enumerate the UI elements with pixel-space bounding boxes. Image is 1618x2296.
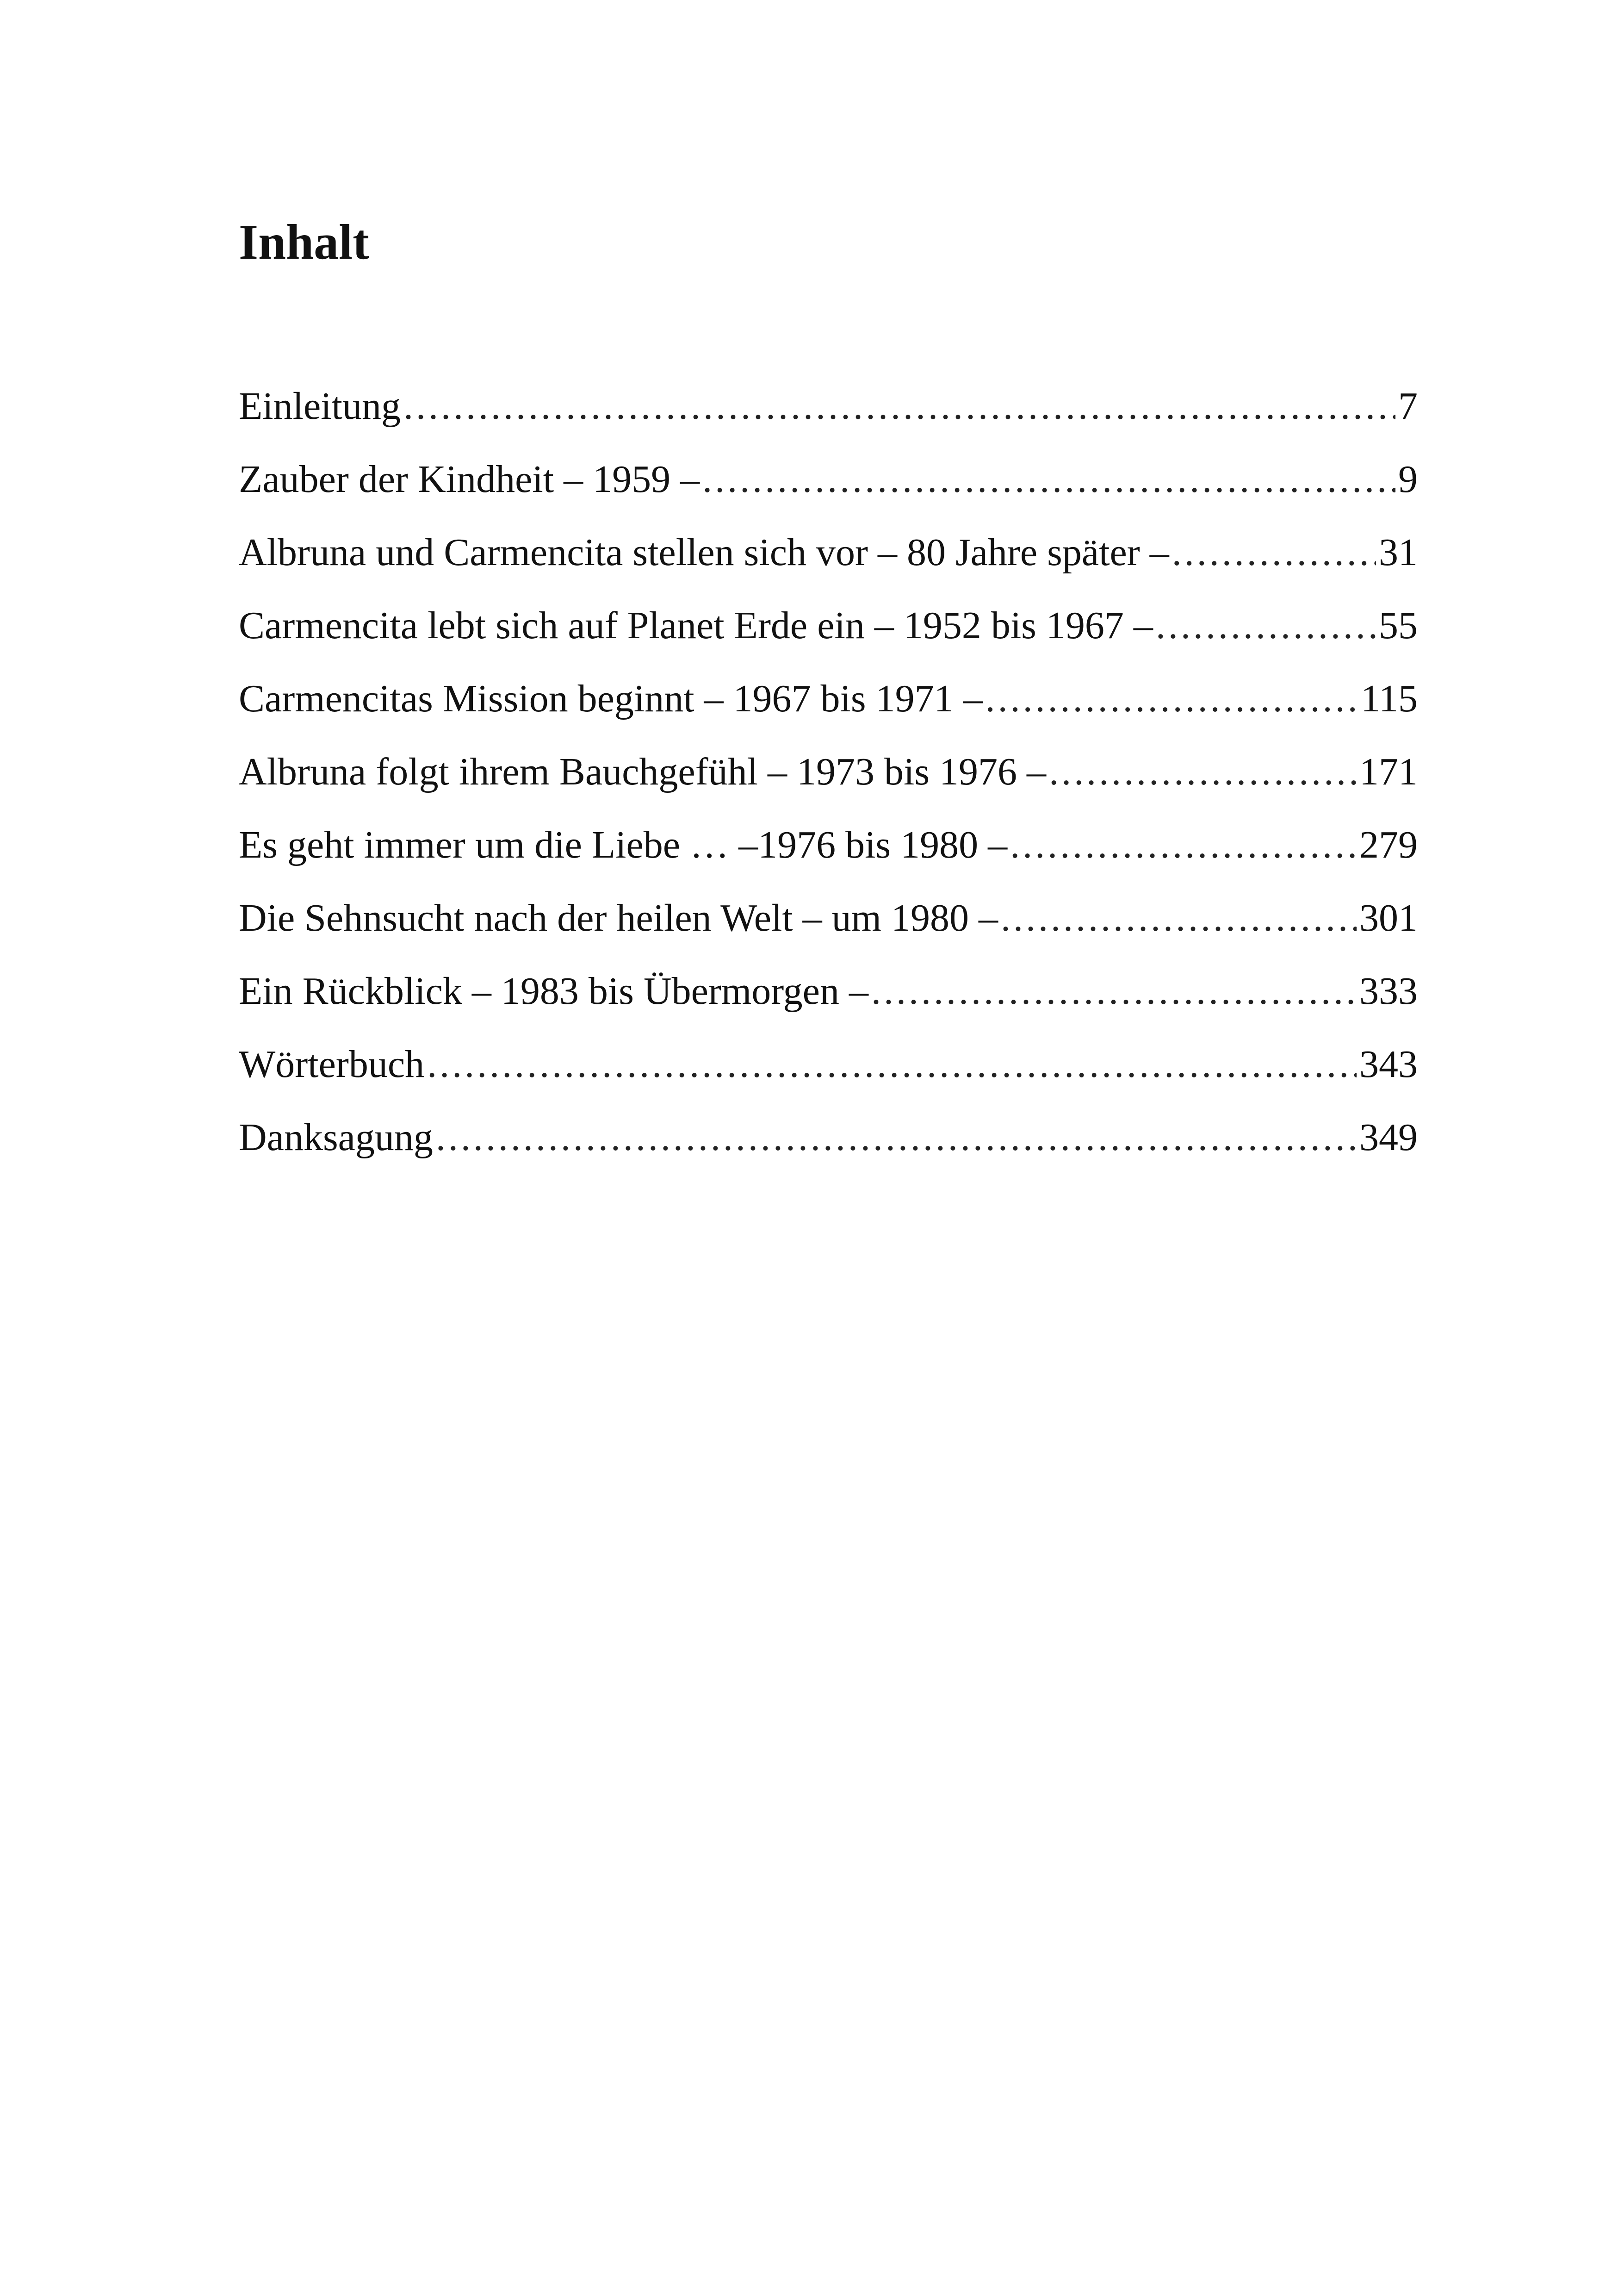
dot-leader [436,1114,1357,1161]
toc-entry-danksagung [239,1114,1418,1188]
toc-entry-page-number: 349 [1359,1116,1418,1159]
toc-entry-label: Albruna folgt ihrem Bauchgefühl – 1973 bis 1976 – [239,750,1047,793]
dot-leader [1156,603,1376,649]
toc-entry-page-number: 333 [1359,970,1418,1013]
toc-entry-page-number: 279 [1359,823,1418,866]
table-of-contents [239,383,1418,1188]
toc-entry-einleitung [239,383,1418,456]
dot-leader [1172,529,1376,576]
toc-entry-albruna-bauchgefuehl [239,749,1418,822]
toc-entry-page-number: 115 [1361,677,1418,720]
toc-entry-page-number: 343 [1359,1043,1418,1086]
toc-entry-label: Danksagung [239,1116,433,1159]
toc-entry-label: Carmencita lebt sich auf Planet Erde ein – 1952 bis 1967 – [239,604,1153,647]
toc-entry-rueckblick [239,968,1418,1041]
page-title: Inhalt [239,215,370,270]
toc-entry-sehnsucht-heile-welt [239,895,1418,968]
toc-entry-label: Zauber der Kindheit – 1959 – [239,458,700,501]
toc-entry-label: Wörterbuch [239,1043,425,1086]
dot-leader [1010,822,1357,868]
toc-entry-woerterbuch [239,1041,1418,1114]
dot-leader [702,456,1395,503]
dot-leader [1049,749,1357,795]
dot-leader [871,968,1357,1014]
toc-entry-page-number: 55 [1379,604,1418,647]
toc-entry-page-number: 7 [1398,385,1418,428]
toc-entry-page-number: 31 [1379,531,1418,574]
toc-entry-label: Ein Rückblick – 1983 bis Übermorgen – [239,970,868,1013]
toc-entry-page-number: 9 [1398,458,1418,501]
toc-entry-label: Albruna und Carmencita stellen sich vor – 80 Jahre später – [239,531,1169,574]
toc-entry-label: Einleitung [239,385,401,428]
dot-leader [427,1041,1357,1088]
toc-entry-page-number: 301 [1359,896,1418,940]
dot-leader [403,383,1395,429]
toc-entry-carmencitas-mission [239,676,1418,749]
dot-leader [986,676,1358,722]
toc-entry-page-number: 171 [1359,750,1418,793]
toc-entry-zauber-der-kindheit [239,456,1418,529]
toc-entry-carmencita-lebt-sich-ein [239,603,1418,676]
toc-entry-albruna-und-carmencita [239,529,1418,603]
toc-entry-label: Die Sehnsucht nach der heilen Welt – um 1980 – [239,896,998,940]
toc-entry-label: Es geht immer um die Liebe … –1976 bis 1980 – [239,823,1008,866]
toc-entry-label: Carmencitas Mission beginnt – 1967 bis 1971 – [239,677,983,720]
toc-entry-es-geht-um-die-liebe [239,822,1418,895]
dot-leader [1001,895,1357,941]
